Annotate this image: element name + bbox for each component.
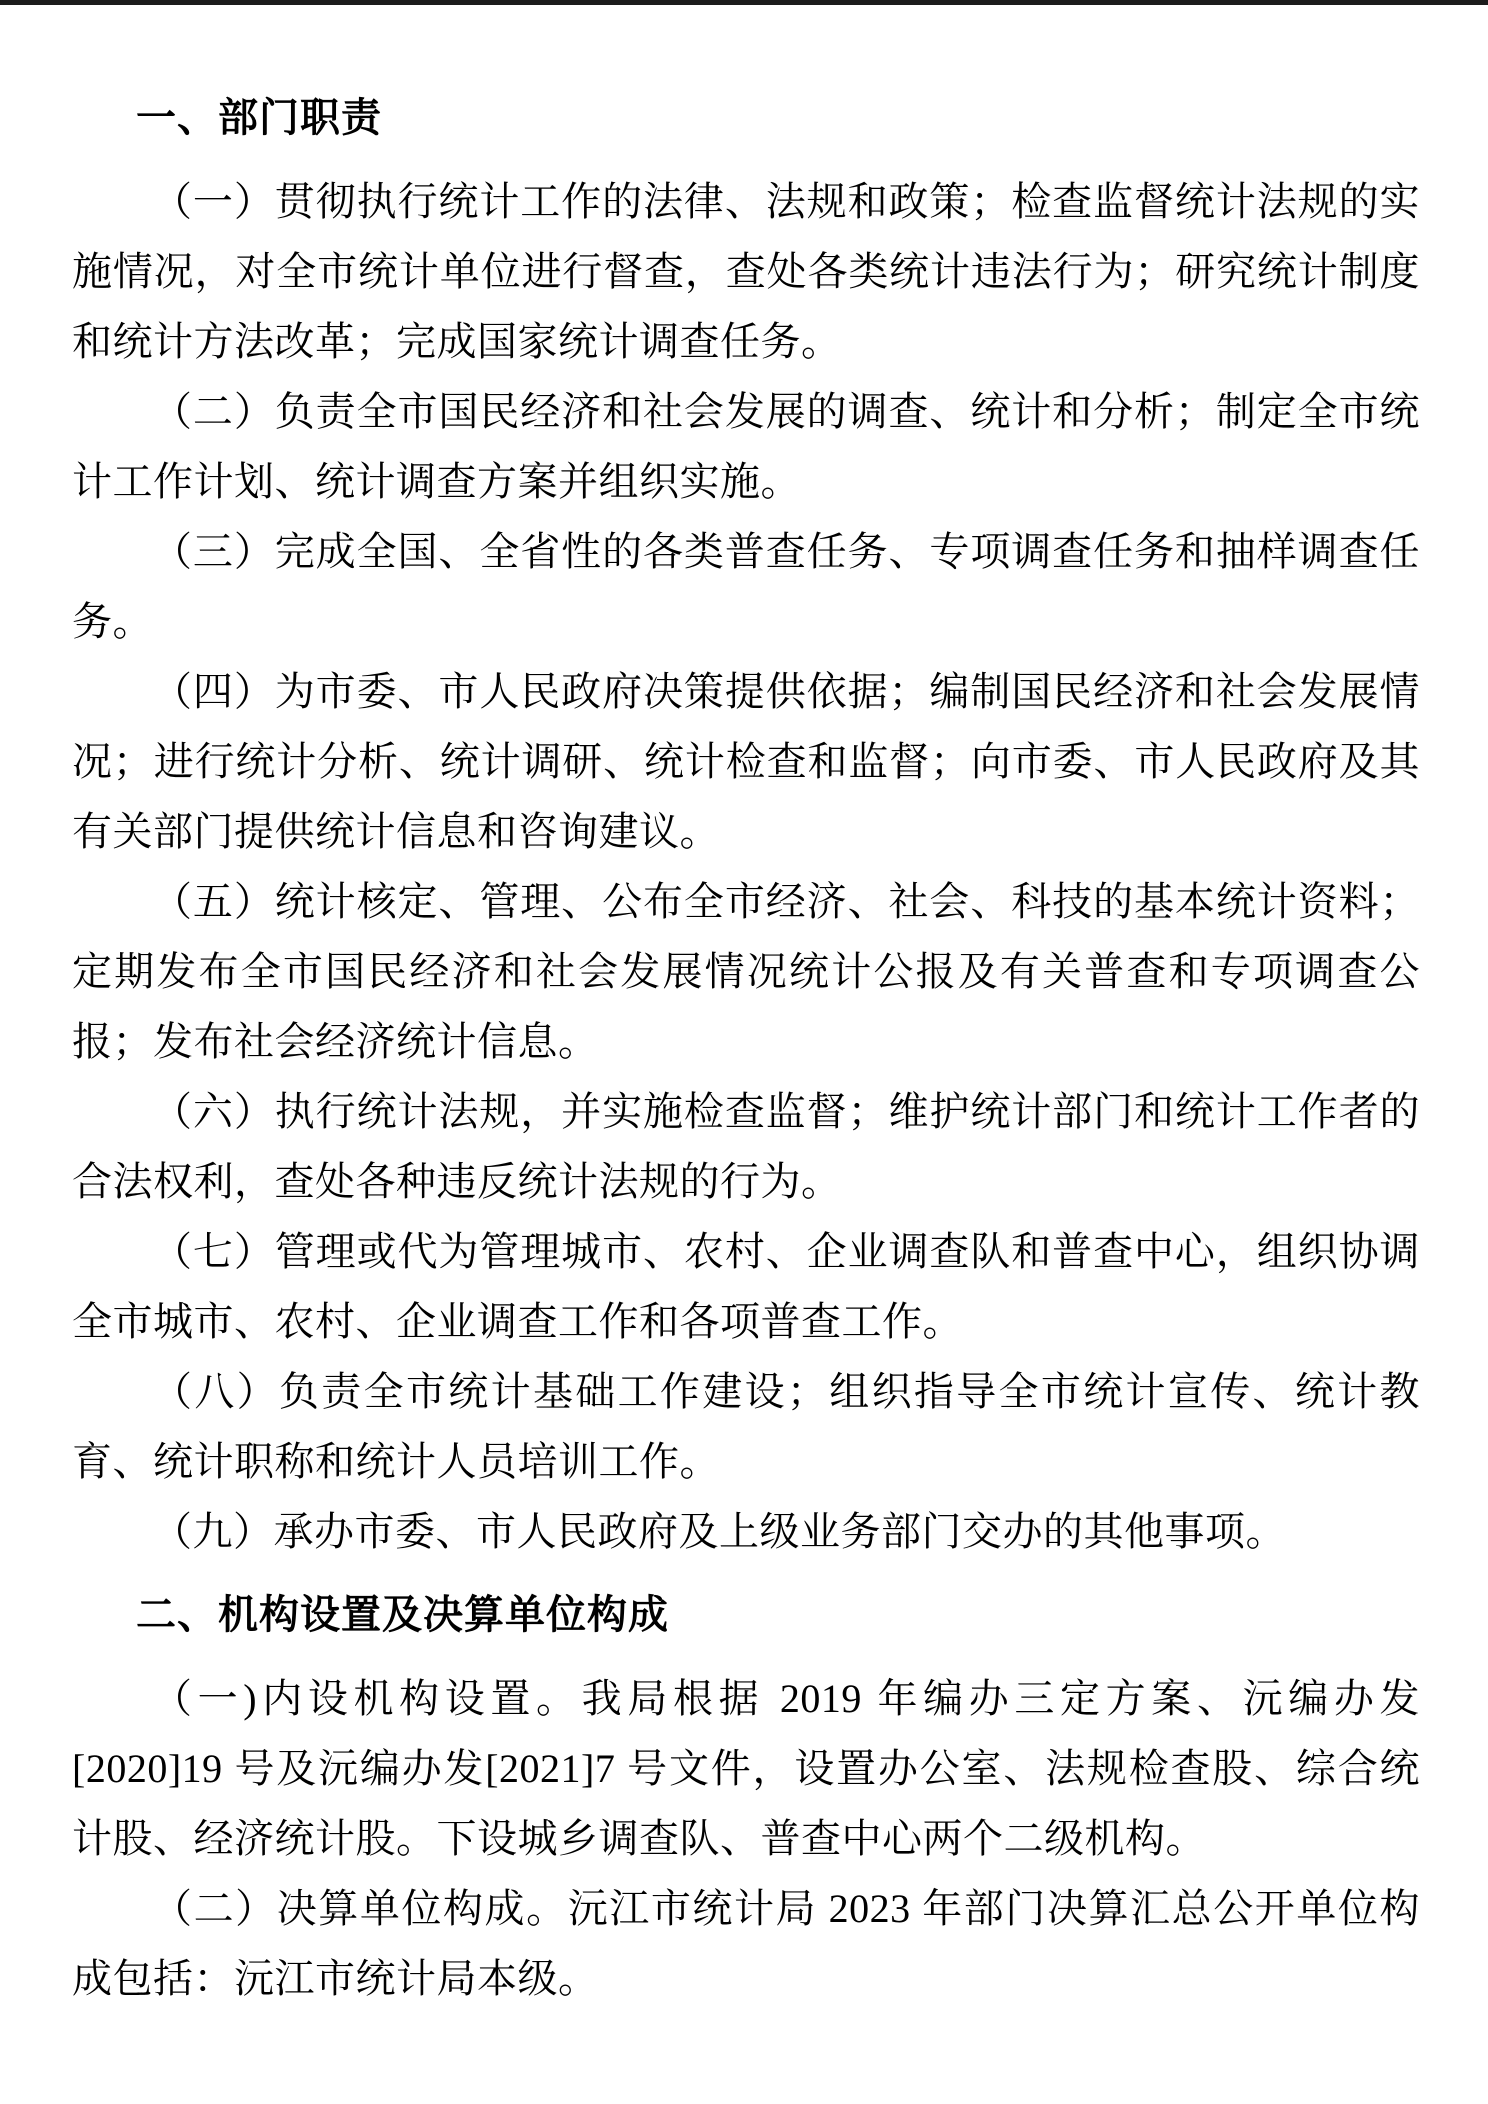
paragraph: （二）负责全市国民经济和社会发展的调查、统计和分析；制定全市统计工作计划、统计调查方案并组织实施。 (72, 389, 1420, 504)
paragraph: （七）管理或代为管理城市、农村、企业调查队和普查中心，组织协调全市城市、农村、企业调查工作和各项普查工作。 (72, 1229, 1420, 1344)
paragraph: （九）承办市委、市人民政府及上级业务部门交办的其他事项。 (152, 1509, 1286, 1554)
paragraph: （二）决算单位构成。沅江市统计局 2023 年部门决算汇总公开单位构成包括：沅江市统计局本级。 (72, 1886, 1420, 2001)
paragraph: （一）贯彻执行统计工作的法律、法规和政策；检查监督统计法规的实施情况，对全市统计单位进行督查，查处各类统计违法行为；研究统计制度和统计方法改革；完成国家统计调查任务。 (72, 179, 1420, 364)
paragraph: （六）执行统计法规，并实施检查监督；维护统计部门和统计工作者的合法权利，查处各种违反统计法规的行为。 (72, 1089, 1420, 1204)
paragraph: （四）为市委、市人民政府决策提供依据；编制国民经济和社会发展情况；进行统计分析、统计调研、统计检查和监督；向市委、市人民政府及其有关部门提供统计信息和咨询建议。 (72, 669, 1420, 854)
paragraph: （一)内设机构设置。我局根据 2019 年编办三定方案、沅编办发[2020]19 号及沅编办发[2021]7 号文件，设置办公室、法规检查股、综合统计股、经济统计股。下设城乡调查队、普查中心两个二级机构。 (72, 1676, 1420, 1861)
document-content (0, 5, 1488, 2014)
paragraph: （三）完成全国、全省性的各类普查任务、专项调查任务和抽样调查任务。 (72, 529, 1420, 644)
paragraph: （五）统计核定、管理、公布全市经济、社会、科技的基本统计资料；定期发布全市国民经济和社会发展情况统计公报及有关普查和专项调查公报；发布社会经济统计信息。 (72, 879, 1420, 1064)
section-heading: 一、部门职责 (136, 96, 382, 140)
paragraph: （八）负责全市统计基础工作建设；组织指导全市统计宣传、统计教育、统计职称和统计人员培训工作。 (72, 1369, 1420, 1484)
section-heading: 二、机构设置及决算单位构成 (136, 1593, 669, 1637)
